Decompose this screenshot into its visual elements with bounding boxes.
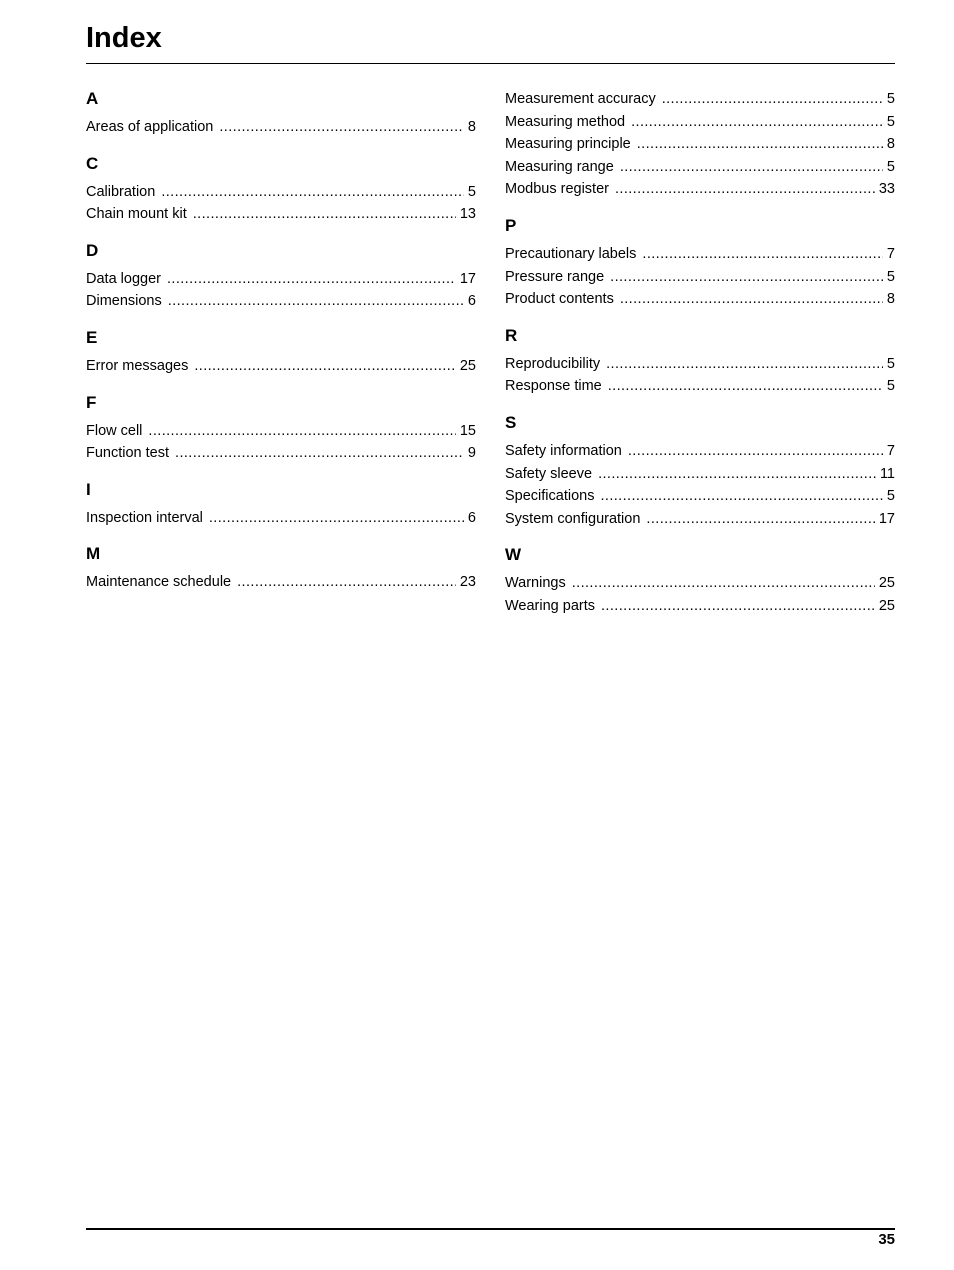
page-number: 35 [878,1231,895,1248]
index-entry [86,203,476,226]
index-term: Calibration [86,183,156,200]
index-section [86,153,476,226]
index-term: Maintenance schedule [86,574,232,591]
dot-leader [662,88,883,111]
index-term: Response time [505,378,602,395]
index-section [505,412,895,530]
dot-leader [620,156,883,179]
index-page-ref: 9 [467,445,476,462]
index-term: Wearing parts [505,597,595,614]
index-column-left [86,88,476,608]
index-entry [86,268,476,291]
index-page-ref: 23 [459,574,476,591]
dot-leader [219,116,464,139]
dot-leader [194,355,456,378]
index-page-ref: 17 [459,270,476,287]
header-divider [86,63,895,64]
index-entry [86,571,476,594]
index-letter-heading: F [86,392,97,412]
dot-leader [237,571,456,594]
index-entry [505,375,895,398]
index-page-ref: 25 [878,597,895,614]
index-section [86,327,476,378]
index-term: Measuring method [505,113,626,130]
index-entry [505,133,895,156]
index-section [86,543,476,594]
index-term: Precautionary labels [505,245,637,262]
dot-leader [209,507,464,530]
index-page-ref: 5 [886,158,895,175]
dot-leader [148,420,455,443]
index-page-ref: 17 [878,510,895,527]
index-column-right [505,88,895,632]
index-section [505,215,895,311]
index-page-ref: 8 [467,119,476,135]
index-page-ref: 7 [886,442,895,459]
index-entry [505,243,895,266]
index-section [86,392,476,465]
index-page-ref: 25 [878,575,895,592]
index-page-ref: 5 [886,113,895,130]
index-term: Measurement accuracy [505,91,656,107]
page-title: Index [86,22,162,54]
index-page-ref: 5 [467,183,476,200]
index-page-ref: 5 [886,268,895,285]
index-letter-heading: R [505,325,518,345]
index-entry [505,595,895,618]
dot-leader [610,266,883,289]
dot-leader [193,203,456,226]
dot-leader [167,268,456,291]
dot-leader [646,508,874,531]
index-term: Measuring range [505,158,614,175]
index-page-ref: 7 [886,245,895,262]
index-term: Modbus register [505,181,609,198]
index-term: Flow cell [86,422,143,439]
index-section [505,88,895,201]
index-letter-heading: C [86,153,99,173]
index-term: Inspection interval [86,509,203,526]
index-term: Specifications [505,488,595,505]
dot-leader [615,178,875,201]
index-page-ref: 6 [467,509,476,526]
dot-leader [631,111,883,134]
index-term: Error messages [86,357,189,374]
index-letter-heading: A [86,89,99,108]
index-entry [505,440,895,463]
index-page-ref: 15 [459,422,476,439]
dot-leader [168,290,464,313]
index-entry [505,485,895,508]
index-letter-heading: D [86,240,99,260]
index-entry [505,266,895,289]
dot-leader [161,181,464,204]
index-page-ref: 13 [459,206,476,223]
index-section [505,544,895,617]
index-term: Product contents [505,291,614,308]
index-term: Safety information [505,442,622,459]
index-entry [505,156,895,179]
index-term: Data logger [86,270,161,287]
index-entry [86,290,476,313]
dot-leader [628,440,883,463]
index-page-ref: 5 [886,378,895,395]
dot-leader [637,133,883,156]
index-term: Reproducibility [505,355,601,372]
index-letter-heading: S [505,412,517,432]
index-term: Pressure range [505,268,605,285]
dot-leader [642,243,883,266]
index-term: Function test [86,445,170,462]
index-page-ref: 33 [878,181,895,198]
dot-leader [598,463,876,486]
index-term: System configuration [505,510,641,527]
index-entry [505,508,895,531]
dot-leader [606,353,883,376]
index-entry [505,111,895,134]
index-letter-heading: I [86,479,91,499]
index-letter-heading: M [86,544,101,564]
index-page-ref: 6 [467,293,476,310]
index-entry [86,181,476,204]
dot-leader [572,572,875,595]
index-section [86,479,476,530]
index-term: Chain mount kit [86,206,187,223]
index-term: Warnings [505,575,566,592]
index-entry [505,353,895,376]
index-term: Dimensions [86,293,162,310]
dot-leader [620,288,883,311]
index-term: Measuring principle [505,136,631,153]
footer-divider [86,1228,895,1230]
index-entry [86,355,476,378]
index-entry [505,178,895,201]
index-term: Areas of application [86,119,214,135]
index-section [86,88,476,139]
index-entry [86,116,476,139]
index-section [86,240,476,313]
index-entry [86,420,476,443]
dot-leader [608,375,883,398]
index-entry [505,463,895,486]
dot-leader [600,485,882,508]
index-entry [505,88,895,111]
index-entry [505,288,895,311]
index-page-ref: 8 [886,136,895,153]
dot-leader [175,442,464,465]
index-page-ref: 5 [886,488,895,505]
index-page-ref: 5 [886,91,895,107]
index-page-ref: 5 [886,355,895,372]
index-entry [86,442,476,465]
index-letter-heading: P [505,215,517,235]
index-page-ref: 11 [879,465,895,482]
index-page-ref: 25 [459,357,476,374]
index-term: Safety sleeve [505,465,593,482]
index-letter-heading: W [505,545,522,565]
index-letter-heading: E [86,327,98,347]
index-entry [505,572,895,595]
dot-leader [601,595,875,618]
index-entry [86,507,476,530]
index-page-ref: 8 [886,291,895,308]
index-section [505,325,895,398]
